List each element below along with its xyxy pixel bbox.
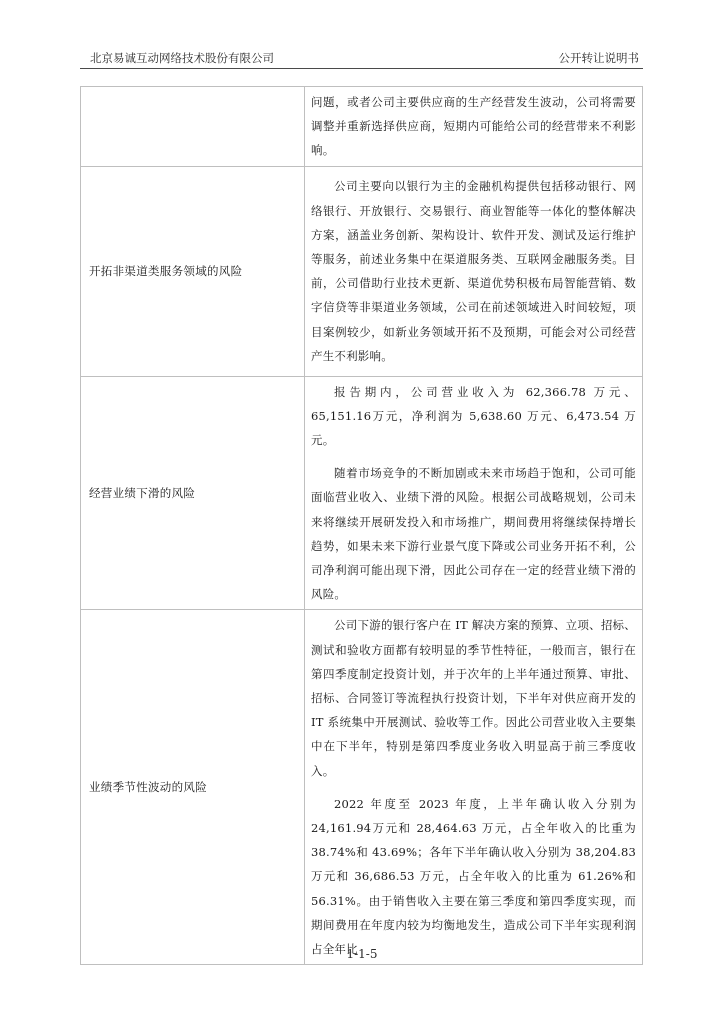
risk-paragraph: 2022 年度至 2023 年度，上半年确认收入分别为 24,161.94万元和 28,464.63 万元，占全年收入的比重为 38.74%和 43.69%；各年下半年确认收入分别为 38,204.83 万元和 36,686.53 万元，占全年收入的比重为 61.26%和 56.31%。由于销售收入主要在第三季度和第四季度实现，而期间费用在年度内较为均衡地发生，造成公司下半年实现利润占全年比	[311, 796, 636, 957]
risk-description-cell	[305, 166, 643, 376]
risk-name-cell: 开拓非渠道类服务领域的风险	[81, 166, 305, 376]
risk-description-cell	[305, 376, 643, 610]
header-document-title: 公开转让说明书	[558, 51, 639, 65]
risk-name-cell	[81, 87, 305, 167]
risk-paragraph: 公司下游的银行客户在 IT 解决方案的预算、立项、招标、测试和验收方面都有较明显的季节性特征，一般而言，银行在第四季度制定投资计划，并于次年的上半年通过预算、审批、招标、合同签订等流程执行投资计划，下半年对供应商开发的 IT 系统集中开展测试、验收等工作。因此公司营业收入主要集中在下半年，特别是第四季度业务收入明显高于前三季度收入。	[311, 618, 636, 778]
risk-name-cell: 经营业绩下滑的风险	[81, 376, 305, 610]
risk-paragraph: 报告期内，公司营业收入为 62,366.78 万元、65,151.16万元，净利润为 5,638.60 万元、6,473.54 万元。	[311, 384, 636, 448]
risk-table	[80, 86, 643, 965]
risk-paragraph: 随着市场竞争的不断加剧或未来市场趋于饱和，公司可能面临营业收入、业绩下滑的风险。根据公司战略规划，公司未来将继续开展研发投入和市场推广，期间费用将继续保持增长趋势，如果未来下游行业景气度下降或公司业务开拓不利，公司净利润可能出现下滑，因此公司存在一定的经营业绩下滑的风险。	[311, 466, 636, 602]
page-header	[80, 46, 643, 69]
risk-description-cell	[305, 610, 643, 965]
table-row	[81, 166, 643, 376]
header-company-name: 北京易诚互动网络技术股份有限公司	[90, 51, 274, 65]
risk-description-cell	[305, 87, 643, 167]
risk-paragraph: 问题，或者公司主要供应商的生产经营发生波动，公司将需要调整并重新选择供应商，短期内可能给公司的经营带来不利影响。	[311, 95, 636, 158]
table-row	[81, 610, 643, 965]
table-row	[81, 376, 643, 610]
risk-paragraph: 公司主要向以银行为主的金融机构提供包括移动银行、网络银行、开放银行、交易银行、商业智能等一体化的整体解决方案，涵盖业务创新、架构设计、软件开发、测试及运行维护等服务，前述业务集中在渠道服务类、互联网金融服务类。目前，公司借助行业技术更新、渠道优势积极布局智能营销、数字信贷等非渠道业务领域，公司在前述领域进入时间较短，项目案例较少，如新业务领域开拓不及预期，可能会对公司经营产生不利影响。	[311, 179, 636, 363]
table-row	[81, 87, 643, 167]
risk-name-cell: 业绩季节性波动的风险	[81, 610, 305, 965]
page-number: 1-1-5	[346, 947, 378, 961]
